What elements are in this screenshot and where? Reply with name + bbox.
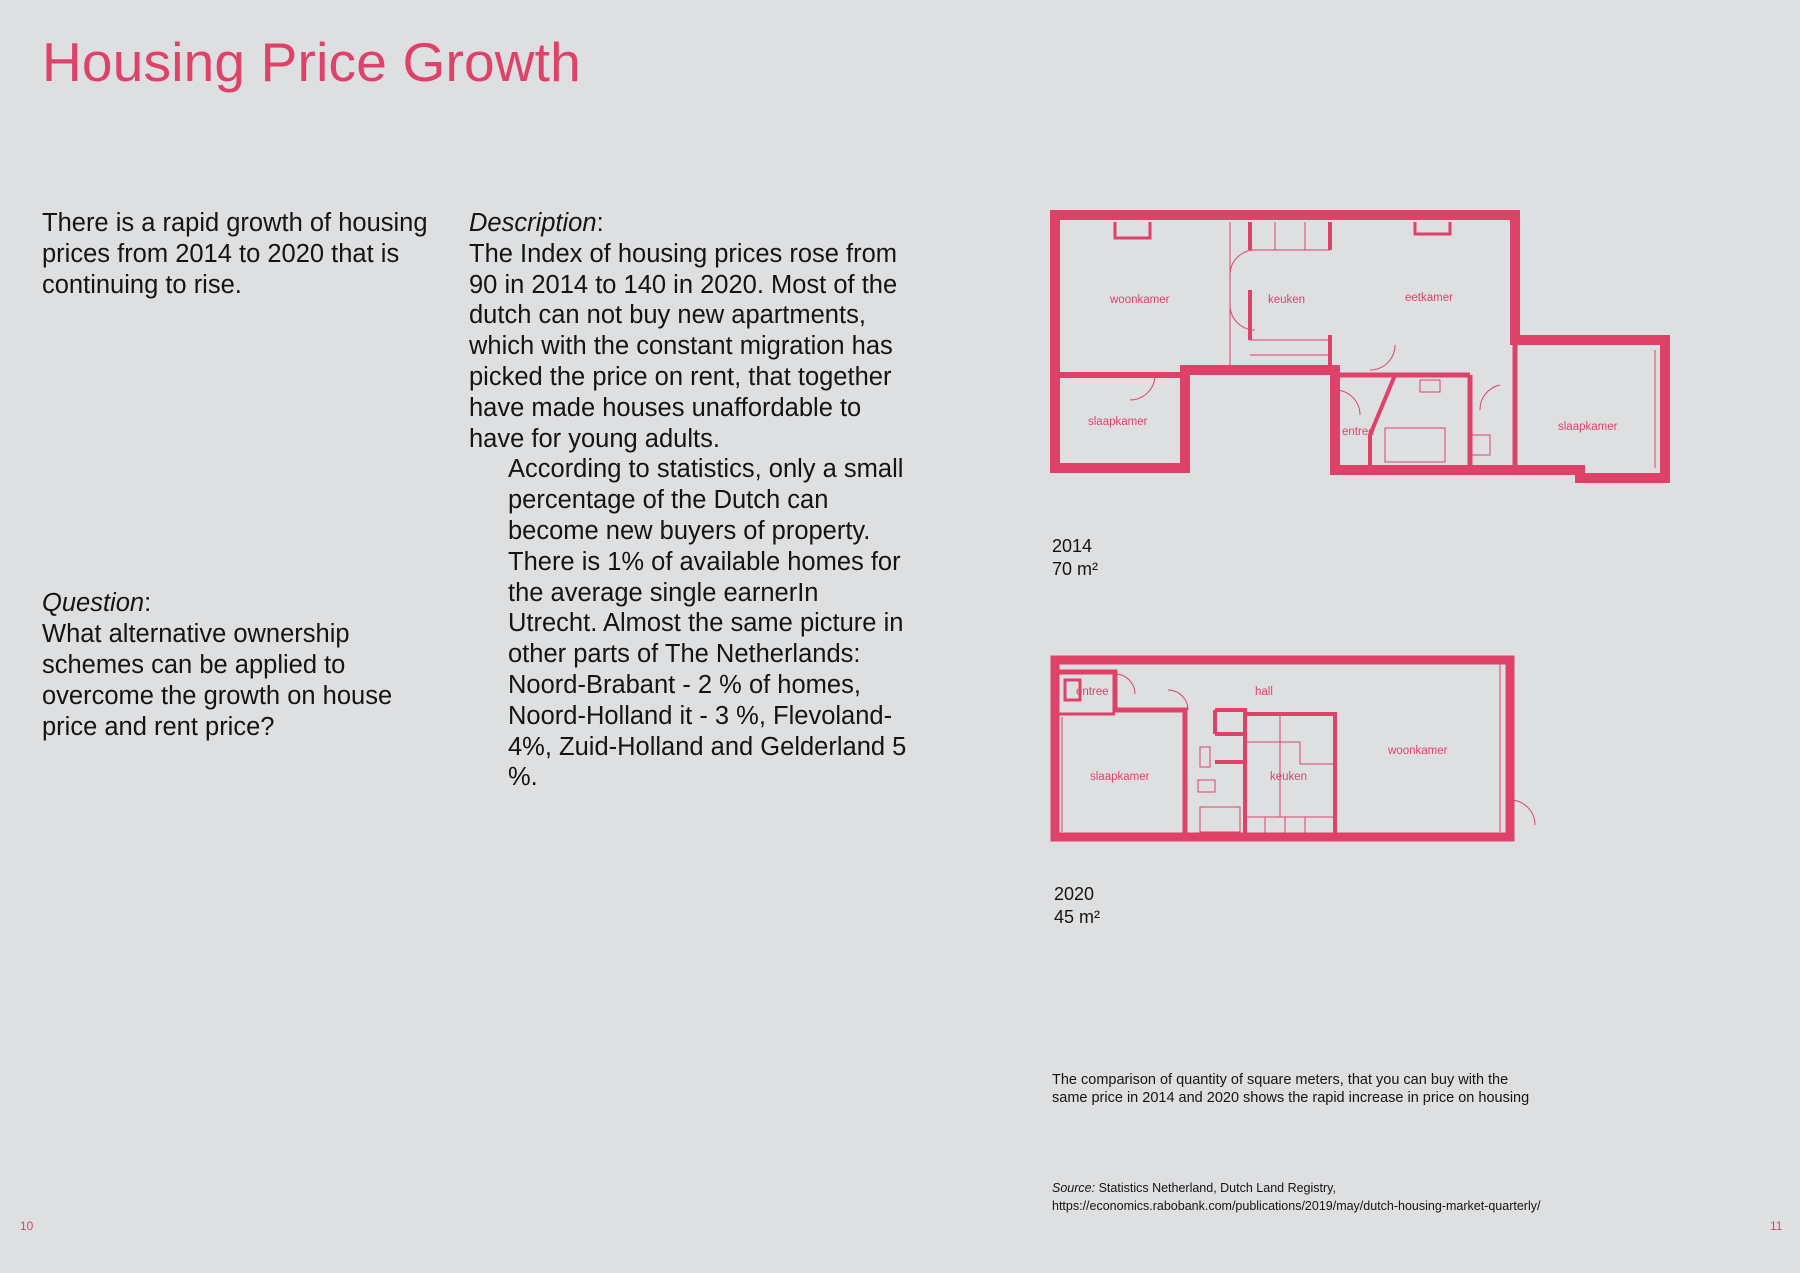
page-number-right: 11 [1770,1219,1783,1233]
plan-area-2014: 70 m² [1052,559,1099,579]
floor-plan-2014 [1050,210,1670,485]
intro-block [42,208,432,301]
plan-area-2020: 45 m² [1054,907,1101,927]
room-label-eetkamer: eetkamer [1405,292,1453,304]
source-note [1052,1179,1552,1215]
plan-caption: The comparison of quantity of square meters, that you can buy with the same price in 2014 and 2020 shows the rapid increase in price on housing [1052,1072,1530,1106]
page-title: Housing Price Growth [42,31,581,93]
intro-text: There is a rapid growth of housing prices from 2014 to 2020 that is continuing to rise. [42,209,428,299]
floor-plan-2020 [1050,652,1550,847]
plan-year-2014: 2014 [1052,536,1093,556]
question-label: Question [42,589,145,617]
room-label-slaapkamer: slaapkamer [1088,416,1148,428]
plan-label-2014 [1052,535,1098,581]
room-label-slaapkamer-2020: slaapkamer [1090,771,1150,783]
floor-plan-2014-drawing [1050,210,1670,485]
source-label: Source: [1052,1181,1096,1195]
floor-plan-2020-drawing [1050,652,1550,847]
room-label-slaapkamer-2: slaapkamer [1558,421,1618,433]
page-number-left: 10 [20,1219,34,1233]
question-block: Question: What alternative ownership schemes can be applied to overcome the growth on house price and rent price? [42,588,442,743]
description-label: Description [469,209,597,237]
room-label-keuken: keuken [1268,294,1306,306]
room-label-woonkamer-2020: woonkamer [1388,745,1448,757]
description-paragraph-1: The Index of housing prices rose from 90 in 2014 to 140 in 2020. Most of the dutch can not buy new apartments, which with the constant migration has picked the price on rent, that together have made houses unaffordable to have for young adults. [469,239,898,453]
plan-label-2020 [1054,883,1100,929]
room-label-entree: entree [1342,426,1375,438]
description-block: Description: The Index of housing prices rose from 90 in 2014 to 140 in 2020. Most of the dutch can not buy new apartments, which with the constant migration has picked the price on rent, that together have made houses unaffordable to have for young adults. According to statistics, only a small percentage of the Dutch can become new buyers of property. There is 1% of available homes for the average single earnerIn Utrecht. Almost the same picture in other parts of The Netherlands: Noord-Brabant - 2 % of homes, Noord-Holland it - 3 %, Flevoland-4%, Zuid-Holland and Gelderland 5 %. [469,208,909,793]
room-label-woonkamer: woonkamer [1110,294,1170,306]
room-label-keuken-2020: keuken [1270,771,1308,783]
description-paragraph-2: According to statistics, only a small percentage of the Dutch can become new buyers of property. There is 1% of available homes for the average single earnerIn Utrecht. Almost the same picture in other parts of The Netherlands: Noord-Brabant - 2 % of homes, Noord-Holland it - 3 %, Flevoland-4%, Zuid-Holland and Gelderland 5 %. [508,455,907,792]
source-text: Statistics Netherland, Dutch Land Registry, https://economics.rabobank.com/publications/2019/may/dutch-housing-market-quarterly/ [1052,1181,1541,1213]
plan-year-2020: 2020 [1054,884,1095,904]
room-label-entree-2020: entree [1076,686,1109,698]
question-text: What alternative ownership schemes can be applied to overcome the growth on house price and rent price? [42,620,393,741]
room-label-hall: hall [1255,686,1273,698]
